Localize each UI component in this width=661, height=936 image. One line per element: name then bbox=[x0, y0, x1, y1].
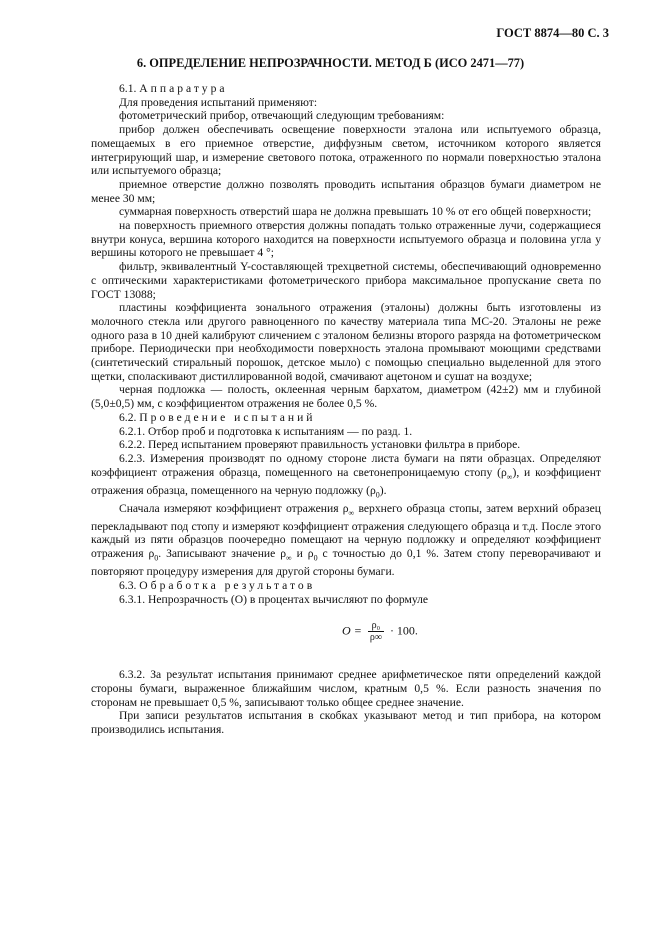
paragraph: Для проведения испытаний применяют: bbox=[119, 95, 318, 109]
paragraph: При записи результатов испытания в скобках указывают метод и тип прибора, на котором производились испытания. bbox=[91, 709, 601, 737]
formula-numerator: ρ₀ bbox=[368, 620, 384, 632]
formula-rhs: · 100. bbox=[389, 623, 418, 638]
paragraph: 6.2.3. Измерения производят по одному стороне листа бумаги на пяти образцах. Определяют коэффициент отражения образца, помещенного на светонепроницаемую стопу $(\rho_\infty)$, и коэффициент отражения образца, помещенного на черную подложку $(\rho_0)$. bbox=[91, 451, 601, 500]
paragraph: Сначала измеряют коэффициент отражения $\rho_\infty$ верхнего образца стопы, затем верхний образец перекладывают под стопу и измеряют коэффициент отражения следующего образца и т.д. После этого каждый из пяти образцов поочередно помещают на черную подложку и определяют коэффициент отражения $\rho_0$. Записывают значение $\rho_\infty$ и $\rho_0$ с точностью до 0,1 %. Затем стопу переворачивают и повторяют процедуру измерения для другой стороны бумаги. bbox=[91, 501, 601, 579]
paragraph: пластины коэффициента зонального отражения (эталоны) должны быть изготовлены из молочного стекла или другого равноценного по качеству материала типа МС-20. Эталоны не реже одного раза в 10 дней калибруют сличением с эталоном белизны второго разряда на фотометрическом приборе. Периодически при необходимости поверхность эталона промывают моющими средствами (синтетический стиральный порошок, детское мыло) с помощью специально выделенной для этого щетки, споласкивают дистиллированной водой, смачивают ацетоном и сушат на воздухе; bbox=[91, 301, 601, 383]
paragraph: прибор должен обеспечивать освещение поверхности эталона или испытуемого образца, помещаемых в его приемное отверстие, диффузным светом, источником которого является интегрирующий шар, и измерение светового потока, отраженного по нормали поверхностью эталона или испытуемого образца; bbox=[91, 123, 601, 178]
formula-lhs: O = bbox=[342, 623, 362, 638]
page-header: ГОСТ 8874—80 С. 3 bbox=[496, 26, 609, 40]
paragraph: фотометрический прибор, отвечающий следующим требованиям: bbox=[119, 109, 445, 123]
document-body bbox=[91, 82, 601, 737]
section-title: 6. ОПРЕДЕЛЕНИЕ НЕПРОЗРАЧНОСТИ. МЕТОД Б (ИСО 2471—77) bbox=[136, 56, 525, 70]
paragraph: приемное отверстие должно позволять проводить испытания образцов бумаги диаметром не менее 30 мм; bbox=[91, 177, 601, 205]
paragraph: 6.3.2. За результат испытания принимают среднее арифметическое пяти определений каждой стороны бумаги, выраженное ближайшим числом, кратным 0,5 %. Если разность значения по сторонам не превышает 0,5 %, записывают только общее среднее значение. bbox=[91, 668, 601, 709]
paragraph: 6.2.2. Перед испытанием проверяют правильность установки фильтра в приборе. bbox=[119, 438, 521, 452]
results-heading: 6.3. Обработка результатов bbox=[119, 578, 316, 592]
opacity-formula bbox=[159, 620, 601, 650]
paragraph: на поверхность приемного отверстия должны попадать только отраженные лучи, содержащиеся внутри конуса, вершина которого находится на поверхности испытуемого образца и половина угла у вершины которого не превышает 4 °; bbox=[91, 219, 601, 260]
paragraph: фильтр, эквивалентный Y-составляющей трехцветной системы, обеспечивающий одновременно с оптическими характеристиками фотометрического прибора максимальное пропускание света по ГОСТ 13088; bbox=[91, 260, 601, 301]
procedure-heading: 6.2. Проведение испытаний bbox=[119, 410, 316, 424]
paragraph: суммарная поверхность отверстий шара не должна превышать 10 % от его общей поверхности; bbox=[119, 205, 592, 219]
paragraph: черная подложка — полость, оклеенная черным бархатом, диаметром (42±2) мм и глубиной (5,0±0,5) мм, с коэффициентом отражения не более 0,5 %. bbox=[91, 383, 601, 411]
formula-denominator: ρ∞ bbox=[369, 632, 382, 644]
apparatus-heading: 6.1. Аппаратура bbox=[119, 82, 228, 95]
formula-fraction bbox=[368, 620, 384, 643]
paragraph: 6.3.1. Непрозрачность (О) в процентах вычисляют по формуле bbox=[119, 592, 429, 606]
paragraph: 6.2.1. Отбор проб и подготовка к испытаниям — по разд. 1. bbox=[119, 424, 413, 438]
